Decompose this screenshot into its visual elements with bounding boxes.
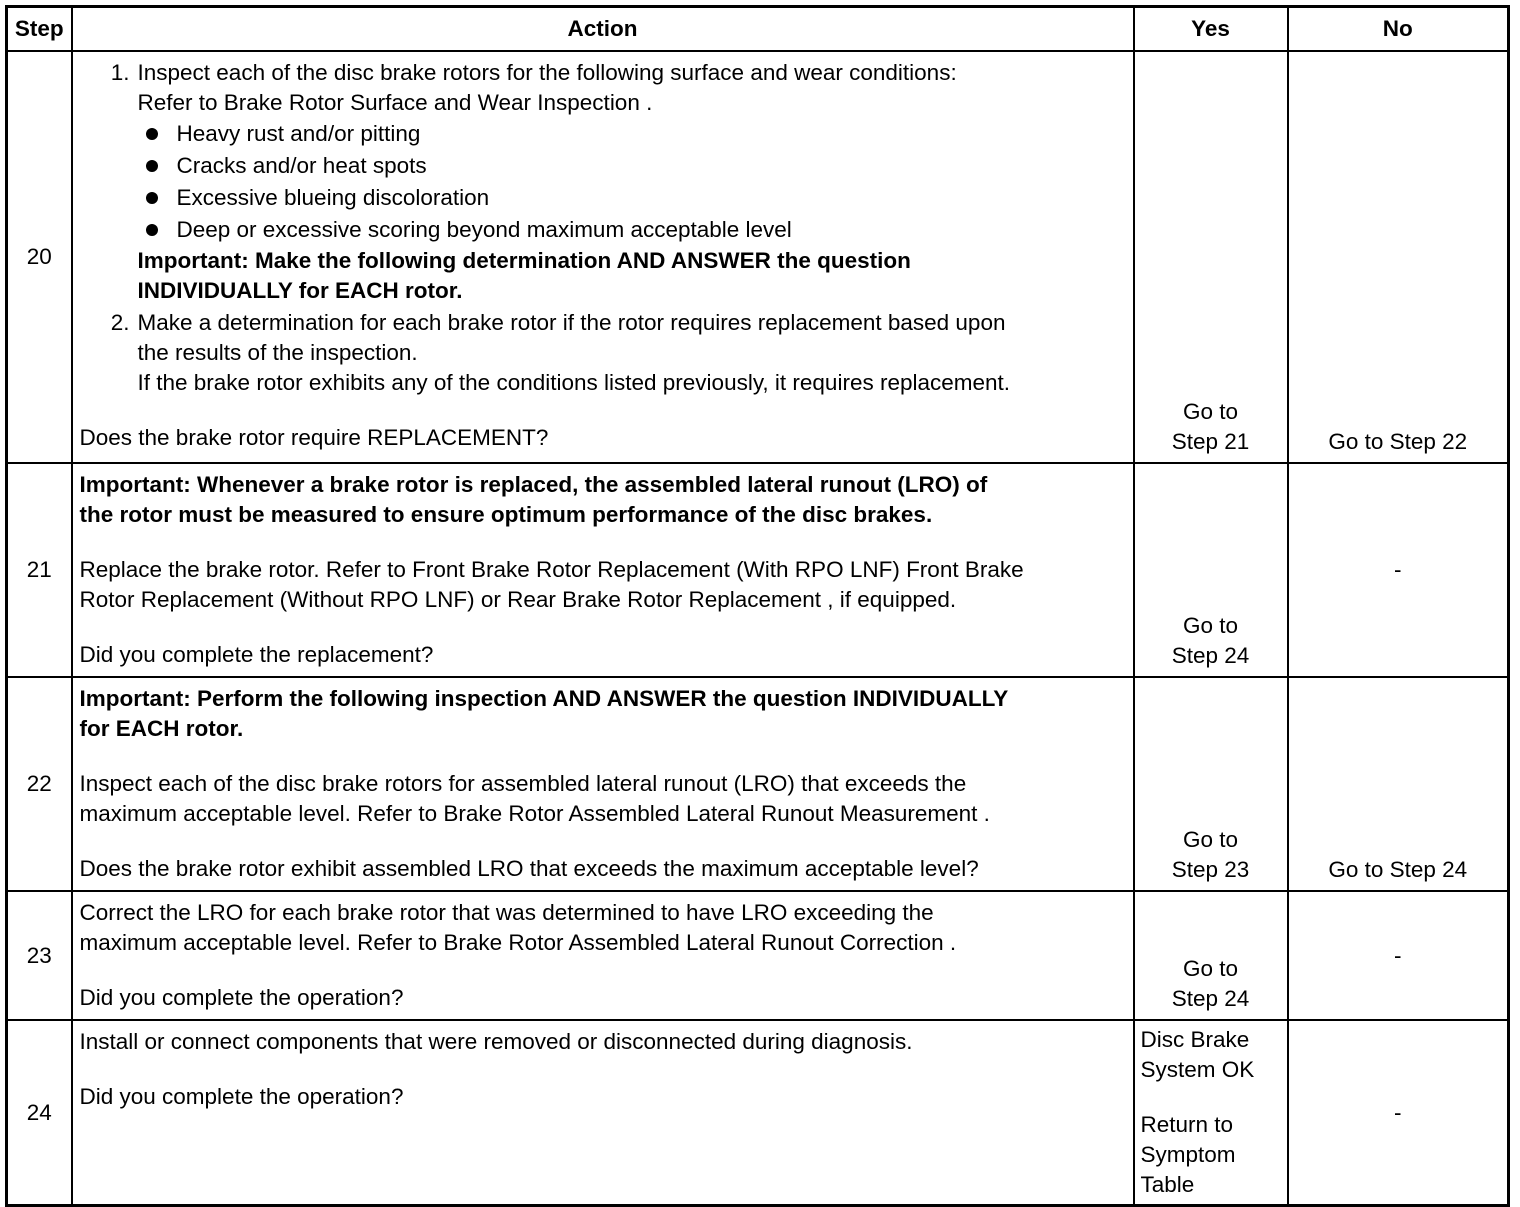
- yes-cell: [1134, 891, 1288, 1020]
- question-text: Does the brake rotor exhibit assembled LRO that exceeds the maximum acceptable level?: [79, 856, 979, 881]
- no-cell: -: [1288, 891, 1509, 1020]
- bullet-text: Excessive blueing discoloration: [176, 185, 490, 210]
- yes-result: Step 21: [1171, 429, 1250, 454]
- important-note: Important: Whenever a brake rotor is replaced, the assembled lateral runout (LRO) of: [79, 472, 988, 497]
- table-row: [7, 51, 1509, 463]
- yes-cell: [1134, 463, 1288, 677]
- action-text: Replace the brake rotor. Refer to Front Brake Rotor Replacement (With RPO LNF) Front Brake: [79, 557, 1024, 582]
- important-note: for EACH rotor.: [79, 716, 244, 741]
- action-cell: [72, 891, 1134, 1020]
- bullet-text: Cracks and/or heat spots: [176, 153, 427, 178]
- list-item: [146, 214, 1127, 246]
- step-number: 20: [7, 51, 72, 463]
- bullet-icon: [146, 192, 158, 204]
- question-text: Did you complete the replacement?: [79, 642, 434, 667]
- table-row: [7, 1020, 1509, 1206]
- question-text: Does the brake rotor require REPLACEMENT?: [79, 425, 549, 450]
- action-cell: [72, 463, 1134, 677]
- yes-cell: [1134, 51, 1288, 463]
- action-text: Install or connect components that were removed or disconnected during diagnosis.: [79, 1029, 913, 1054]
- table-row: [7, 891, 1509, 1020]
- yes-result: System OK: [1140, 1057, 1255, 1082]
- action-text: Rotor Replacement (Without RPO LNF) or Rear Brake Rotor Replacement , if equipped.: [79, 587, 957, 612]
- bullet-text: Heavy rust and/or pitting: [176, 121, 421, 146]
- item-text: Inspect each of the disc brake rotors for the following surface and wear conditions:: [137, 60, 957, 85]
- action-text: Inspect each of the disc brake rotors for assembled lateral runout (LRO) that exceeds the: [79, 771, 967, 796]
- step-number: 23: [7, 891, 72, 1020]
- bullet-icon: [146, 128, 158, 140]
- reference-link-text: Refer to Brake Rotor Surface and Wear Inspection .: [137, 90, 653, 115]
- step-number: 22: [7, 677, 72, 891]
- numbered-item: [80, 58, 1127, 88]
- list-item: [146, 118, 1127, 150]
- item-text: If the brake rotor exhibits any of the conditions listed previously, it requires replacement.: [137, 370, 1011, 395]
- bullet-icon: [146, 160, 158, 172]
- no-cell: -: [1288, 1020, 1509, 1206]
- important-text: Important: Make the following determination AND ANSWER the question: [137, 248, 911, 273]
- yes-result: Symptom: [1140, 1142, 1236, 1167]
- reference-text: [80, 88, 1127, 118]
- bullet-icon: [146, 224, 158, 236]
- header-yes: Yes: [1134, 7, 1288, 52]
- yes-result: Return to: [1140, 1112, 1234, 1137]
- question-text: Did you complete the operation?: [79, 985, 404, 1010]
- no-cell: -: [1288, 463, 1509, 677]
- no-cell: Go to Step 24: [1288, 677, 1509, 891]
- important-note: the rotor must be measured to ensure optimum performance of the disc brakes.: [79, 502, 933, 527]
- important-note: Important: Perform the following inspection AND ANSWER the question INDIVIDUALLY: [79, 686, 1009, 711]
- bullet-text: Deep or excessive scoring beyond maximum acceptable level: [176, 217, 792, 242]
- diagnostic-table: [5, 5, 1510, 1207]
- table-row: [7, 677, 1509, 891]
- no-cell: Go to Step 22: [1288, 51, 1509, 463]
- yes-result: Step 24: [1171, 643, 1250, 668]
- item-number: 2.: [110, 310, 130, 335]
- header-no: No: [1288, 7, 1509, 52]
- question-text: Did you complete the operation?: [79, 1084, 404, 1109]
- step-number: 21: [7, 463, 72, 677]
- yes-result: Go to: [1182, 613, 1239, 638]
- action-text: Correct the LRO for each brake rotor that was determined to have LRO exceeding the: [79, 900, 934, 925]
- step-number: 24: [7, 1020, 72, 1206]
- header-row: [7, 7, 1509, 52]
- yes-cell: [1134, 1020, 1288, 1206]
- action-cell: [72, 51, 1134, 463]
- yes-result: Step 24: [1171, 986, 1250, 1011]
- item-number: 1.: [110, 60, 130, 85]
- list-item: [146, 182, 1127, 214]
- action-text: maximum acceptable level. Refer to Brake Rotor Assembled Lateral Runout Correction .: [79, 930, 957, 955]
- action-cell: [72, 1020, 1134, 1206]
- action-cell: [72, 677, 1134, 891]
- item-text: the results of the inspection.: [137, 340, 418, 365]
- yes-cell: [1134, 677, 1288, 891]
- important-note: [80, 246, 1127, 276]
- action-text: maximum acceptable level. Refer to Brake Rotor Assembled Lateral Runout Measurement .: [79, 801, 990, 826]
- yes-result: Step 23: [1171, 857, 1250, 882]
- yes-result: Go to: [1182, 399, 1239, 424]
- yes-result: Go to: [1182, 956, 1239, 981]
- yes-result: Disc Brake: [1140, 1027, 1250, 1052]
- table-row: [7, 463, 1509, 677]
- numbered-item: [80, 308, 1127, 338]
- yes-result: Go to: [1182, 827, 1239, 852]
- header-action: Action: [72, 7, 1134, 52]
- important-note: [80, 276, 1127, 306]
- yes-result: Table: [1140, 1172, 1195, 1197]
- important-text: INDIVIDUALLY for EACH rotor.: [137, 278, 463, 303]
- header-step: Step: [7, 7, 72, 52]
- list-item: [146, 150, 1127, 182]
- item-text: Make a determination for each brake rotor if the rotor requires replacement based upon: [137, 310, 1006, 335]
